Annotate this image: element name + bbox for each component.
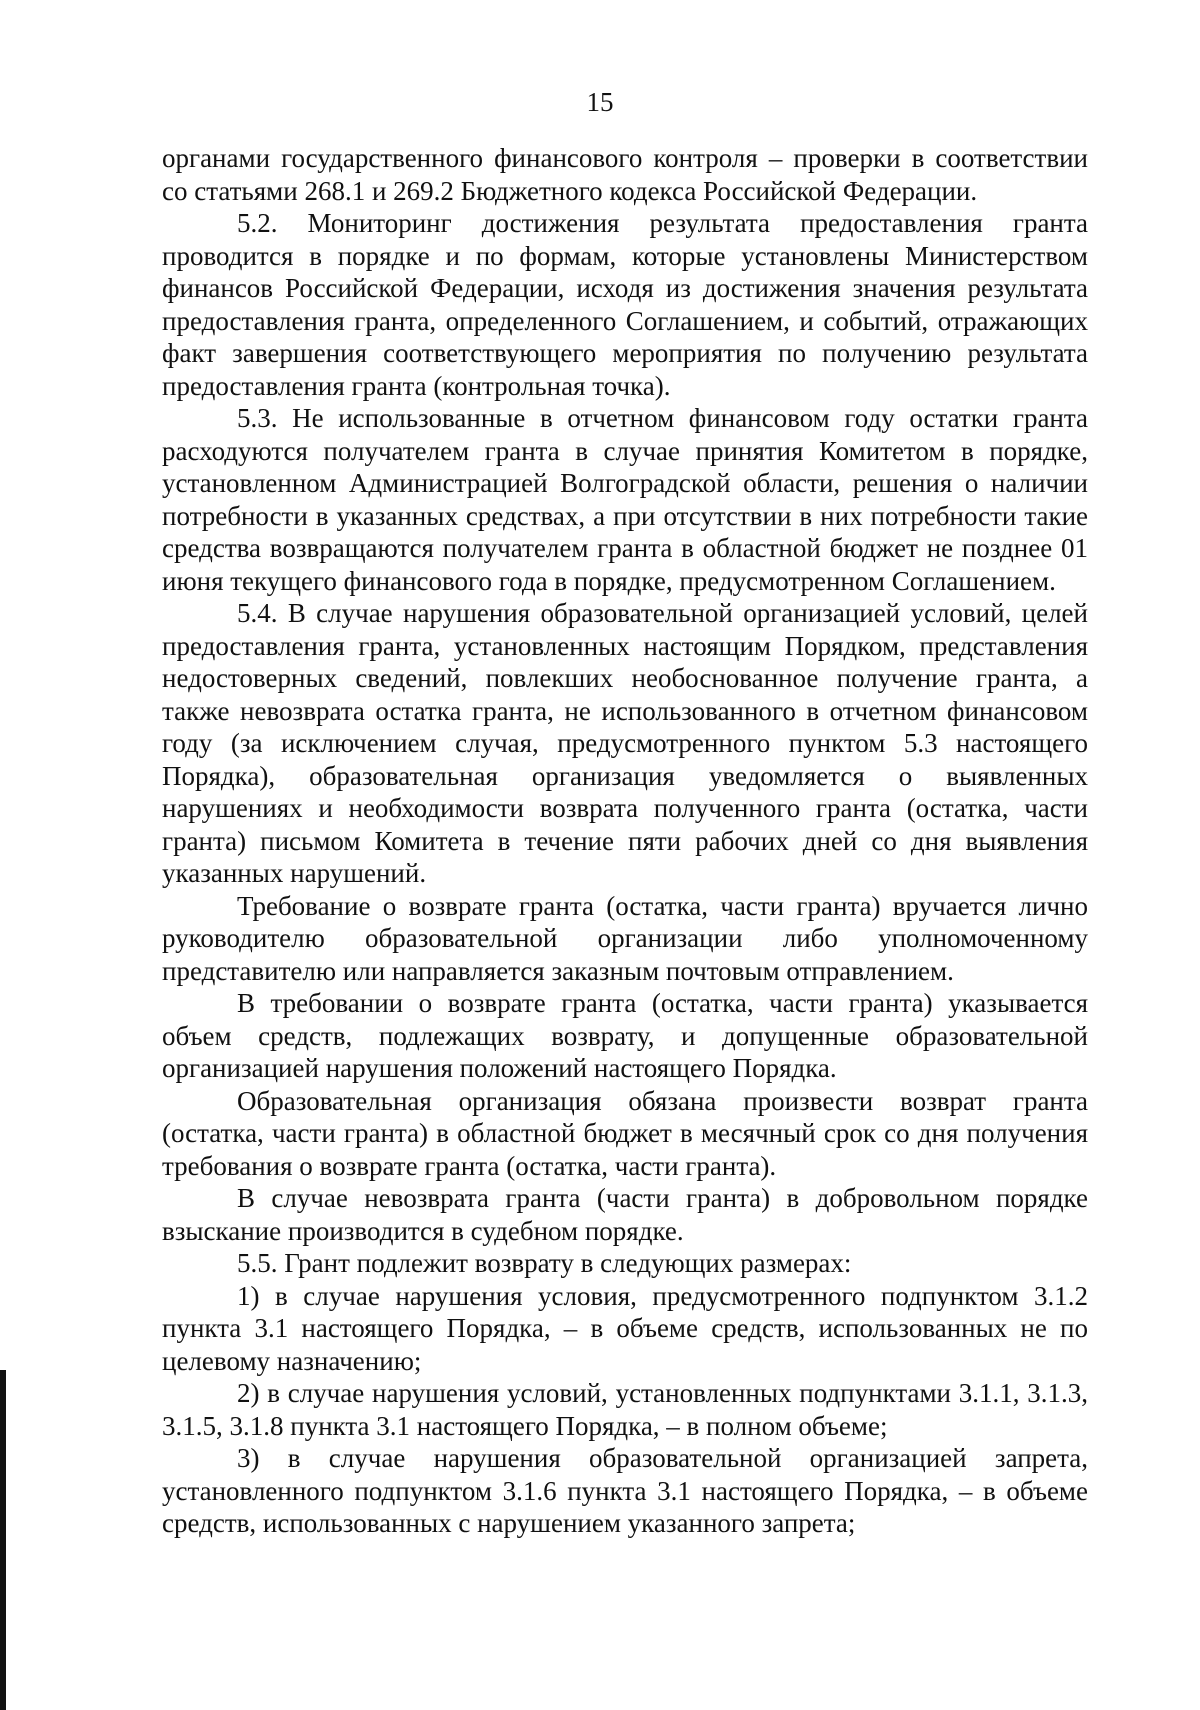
paragraph-5-4: 5.4. В случае нарушения образовательной организацией условий, целей предоставления гранта, установленных настоящим Порядком, представления недостоверных сведений, повлекших необоснованное получение гранта, а также невозврата остатка гранта, не использованного в отчетном финансовом году (за исключением случая, предусмотренного пунктом 5.3 настоящего Порядка), образовательная организация уведомляется о выявленных нарушениях и необходимости возврата полученного гранта (остатка, части гранта) письмом Комитета в течение пяти рабочих дней со дня выявления указанных нарушений.: [162, 598, 1088, 888]
list-item-2: 2) в случае нарушения условий, установленных подпунктами 3.1.1, 3.1.3, 3.1.5, 3.1.8 пункта 3.1 настоящего Порядка, – в полном объеме;: [162, 1378, 1088, 1441]
paragraph-5-5: 5.5. Грант подлежит возврату в следующих размерах:: [237, 1248, 852, 1278]
paragraph-demand-content: В требовании о возврате гранта (остатка, части гранта) указывается объем средств, подлежащих возврату, и допущенные образовательной организацией нарушения положений настоящего Порядка.: [162, 988, 1088, 1083]
scan-edge-shadow: [0, 1370, 6, 1710]
paragraph-5-2: 5.2. Мониторинг достижения результата предоставления гранта проводится в порядке и по формам, которые установлены Министерством финансов Российской Федерации, исходя из достижения значения результата предоставления гранта, определенного Соглашением, и событий, отражающих факт завершения соответствующего мероприятия по получению результата предоставления гранта (контрольная точка).: [162, 208, 1088, 401]
paragraph-continuation: органами государственного финансового контроля – проверки в соответствии со статьями 268.1 и 269.2 Бюджетного кодекса Российской Федерации.: [162, 143, 1088, 206]
paragraph-return-obligation: Образовательная организация обязана произвести возврат гранта (остатка, части гранта) в областной бюджет в месячный срок со дня получения требования о возврате гранта (остатка, части гранта).: [162, 1085, 1088, 1181]
paragraph-court-recovery: В случае невозврата гранта (части гранта) в добровольном порядке взыскание производится в судебном порядке.: [162, 1183, 1088, 1246]
document-body: [162, 142, 1088, 1540]
page-number: 15: [586, 87, 614, 117]
list-item-1: 1) в случае нарушения условия, предусмотренного подпунктом 3.1.2 пункта 3.1 настоящего Порядка, – в объеме средств, использованных не по целевому назначению;: [162, 1280, 1088, 1376]
list-item-3: 3) в случае нарушения образовательной организацией запрета, установленного подпунктом 3.1.6 пункта 3.1 настоящего Порядка, – в объеме средств, использованных с нарушением указанного запрета;: [162, 1443, 1088, 1538]
paragraph-5-3: 5.3. Не использованные в отчетном финансовом году остатки гранта расходуются получателем гранта в случае принятия Комитетом в порядке, установленном Администрацией Волгоградской области, решения о наличии потребности в указанных средствах, а при отсутствии в них потребности такие средства возвращаются получателем гранта в областной бюджет не позднее 01 июня текущего финансового года в порядке, предусмотренном Соглашением.: [162, 403, 1088, 596]
paragraph-demand-delivery: Требование о возврате гранта (остатка, части гранта) вручается лично руководителю образовательной организации либо уполномоченному представителю или направляется заказным почтовым отправлением.: [162, 890, 1088, 986]
